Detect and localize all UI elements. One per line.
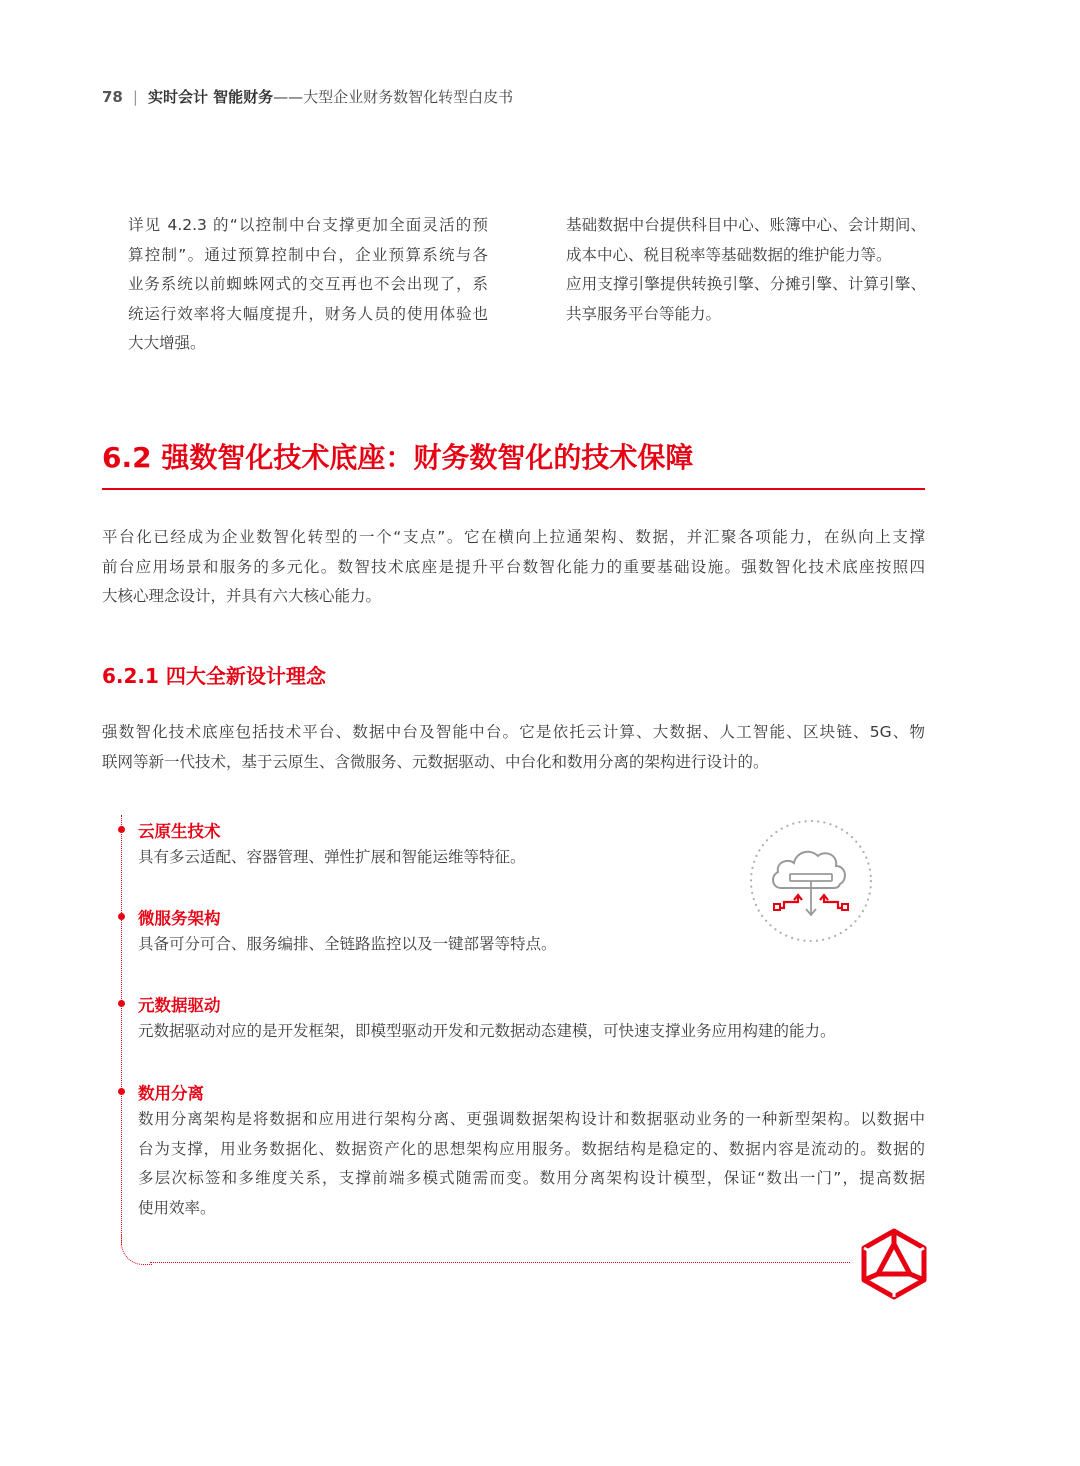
text-line: 使用效率。	[138, 1198, 216, 1217]
timeline-bottom-line	[150, 1262, 850, 1263]
concept-desc-microservices	[138, 930, 557, 960]
text-line: 强数智化技术底座包括技术平台、数据中台及智能中台。它是依托云计算、大数据、人工智能、区块链、5G、物	[102, 723, 925, 741]
concept-title-metadata-driven: 元数据驱动	[138, 996, 221, 1015]
section-divider	[102, 488, 925, 490]
page-number: 78	[102, 88, 123, 106]
concept-desc-data-app-separation	[138, 1105, 925, 1223]
text-line: 应用支撑引擎提供转换引擎、分摊引擎、计算引擎、	[566, 275, 926, 293]
timeline-dot	[118, 1088, 125, 1095]
concept-title-microservices: 微服务架构	[138, 909, 221, 928]
timeline-dot	[118, 913, 125, 920]
subsection-intro	[102, 718, 925, 777]
left-column-text	[128, 211, 488, 359]
text-line: 业务系统以前蜘蛛网式的交互再也不会出现了，系	[128, 275, 488, 293]
text-line: 前台应用场景和服务的多元化。数智技术底座是提升平台数智化能力的重要基础设施。强数智化技术底座按照四	[102, 557, 925, 576]
text-line: 数用分离架构是将数据和应用进行架构分离、更强调数据架构设计和数据驱动业务的一种新型架构。以数据中	[138, 1110, 925, 1128]
text-line: 平台化已经成为企业数智化转型的一个“支点”。它在横向上拉通架构、数据，并汇聚各项能力，在纵向上支撑	[102, 528, 925, 546]
section-heading: 6.2 强数智化技术底座：财务数智化的技术保障	[102, 441, 694, 474]
timeline-curve	[121, 1234, 152, 1265]
cloud-network-icon	[748, 818, 874, 944]
text-line: 统运行效率将大幅度提升，财务人员的使用体验也	[128, 304, 488, 323]
text-line: 基础数据中台提供科目中心、账簿中心、会计期间、	[566, 216, 926, 234]
timeline-line	[121, 815, 122, 1245]
text-line: 大核心理念设计，并具有六大核心能力。	[102, 587, 382, 605]
text-line: 具备可分可合、服务编排、全链路监控以及一键部署等特点。	[138, 935, 557, 953]
concept-title-data-app-separation: 数用分离	[138, 1084, 204, 1103]
text-line: 联网等新一代技术，基于云原生、含微服务、元数据驱动、中台化和数用分离的架构进行设计的。	[102, 752, 769, 771]
text-line: 成本中心、税目税率等基础数据的维护能力等。	[566, 245, 892, 264]
text-line: 元数据驱动对应的是开发框架，即模型驱动开发和元数据动态建模，可快速支撑业务应用构建的能力。	[138, 1022, 836, 1040]
concept-title-cloud-native: 云原生技术	[138, 822, 221, 841]
book-title-bold: 实时会计 智能财务	[147, 88, 274, 106]
timeline-dot	[118, 826, 125, 833]
text-line: 多层次标签和多维度关系，支撑前端多模式随需而变。数用分离架构设计模型，保证“数出一门”，提高数据	[138, 1169, 925, 1187]
subsection-heading: 6.2.1 四大全新设计理念	[102, 664, 326, 688]
text-line: 详见 4.2.3 的“以控制中台支撑更加全面灵活的预	[128, 216, 488, 234]
text-line: 台为支撑，用业务数据化、数据资产化的思想架构应用服务。数据结构是稳定的、数据内容是流动的。数据的	[138, 1139, 925, 1158]
text-line: 大大增强。	[128, 334, 206, 352]
brand-logo-icon	[860, 1228, 928, 1300]
timeline-dot	[118, 1000, 125, 1007]
text-line: 算控制”。通过预算控制中台，企业预算系统与各	[128, 245, 488, 264]
text-line: 共享服务平台等能力。	[566, 304, 722, 323]
section-intro	[102, 523, 925, 612]
concept-desc-cloud-native	[138, 843, 526, 873]
concept-desc-metadata-driven	[138, 1017, 836, 1047]
book-title-rest: ——大型企业财务数智化转型白皮书	[273, 88, 514, 106]
right-column-text	[566, 211, 926, 329]
header-separator: |	[132, 88, 138, 106]
page-header	[102, 86, 513, 107]
text-line: 具有多云适配、容器管理、弹性扩展和智能运维等特征。	[138, 848, 526, 866]
